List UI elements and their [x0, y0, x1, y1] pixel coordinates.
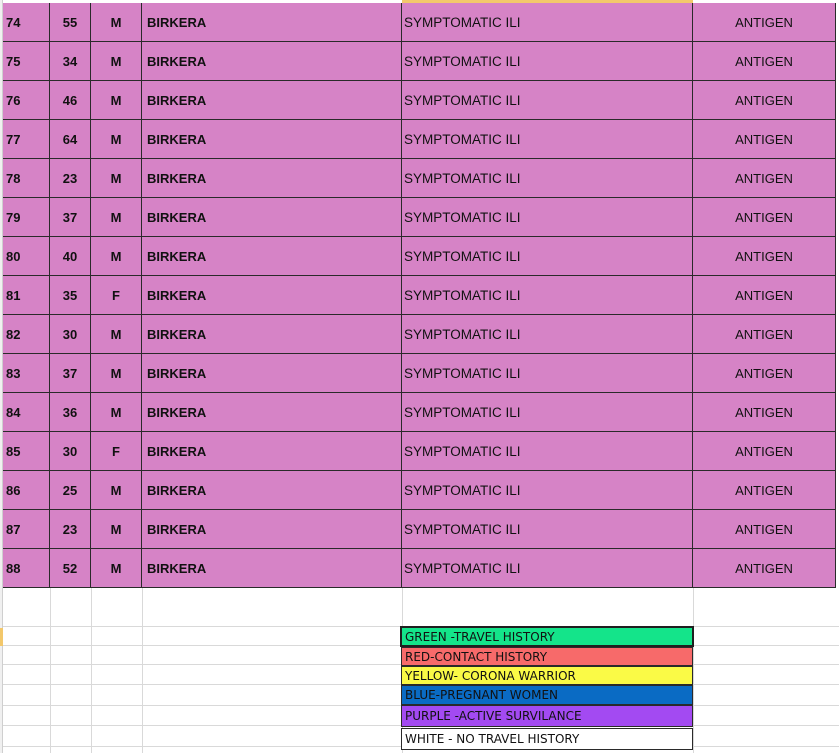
grid-line: [91, 588, 92, 753]
grid-line: [142, 588, 143, 753]
table-row: [0, 432, 839, 471]
sex-cell[interactable]: M: [91, 315, 142, 354]
age-cell[interactable]: 55: [50, 3, 91, 42]
serial-number-cell[interactable]: 87: [3, 510, 50, 549]
category-cell[interactable]: SYMPTOMATIC ILI: [402, 510, 693, 549]
category-cell[interactable]: SYMPTOMATIC ILI: [402, 81, 693, 120]
category-cell[interactable]: SYMPTOMATIC ILI: [402, 3, 693, 42]
legend-item[interactable]: PURPLE -ACTIVE SURVILANCE: [401, 705, 693, 727]
category-cell[interactable]: SYMPTOMATIC ILI: [402, 120, 693, 159]
sex-cell[interactable]: M: [91, 198, 142, 237]
test-type-cell[interactable]: ANTIGEN: [693, 510, 836, 549]
table-row: [0, 315, 839, 354]
serial-number-cell[interactable]: 74: [3, 3, 50, 42]
category-cell[interactable]: SYMPTOMATIC ILI: [402, 159, 693, 198]
test-type-cell[interactable]: ANTIGEN: [693, 42, 836, 81]
category-cell[interactable]: SYMPTOMATIC ILI: [402, 393, 693, 432]
place-cell[interactable]: BIRKERA: [142, 471, 402, 510]
place-cell[interactable]: BIRKERA: [142, 315, 402, 354]
category-cell[interactable]: SYMPTOMATIC ILI: [402, 315, 693, 354]
place-cell[interactable]: BIRKERA: [142, 510, 402, 549]
serial-number-cell[interactable]: 79: [3, 198, 50, 237]
place-cell[interactable]: BIRKERA: [142, 237, 402, 276]
age-cell[interactable]: 37: [50, 354, 91, 393]
serial-number-cell[interactable]: 82: [3, 315, 50, 354]
legend-item[interactable]: GREEN -TRAVEL HISTORY: [401, 627, 693, 646]
serial-number-cell[interactable]: 86: [3, 471, 50, 510]
sex-cell[interactable]: M: [91, 354, 142, 393]
table-row: [0, 81, 839, 120]
sex-cell[interactable]: M: [91, 237, 142, 276]
table-row: [0, 198, 839, 237]
test-type-cell[interactable]: ANTIGEN: [693, 549, 836, 588]
age-cell[interactable]: 36: [50, 393, 91, 432]
table-row: [0, 237, 839, 276]
age-cell[interactable]: 40: [50, 237, 91, 276]
test-type-cell[interactable]: ANTIGEN: [693, 276, 836, 315]
sex-cell[interactable]: M: [91, 81, 142, 120]
test-type-cell[interactable]: ANTIGEN: [693, 393, 836, 432]
table-row: [0, 393, 839, 432]
place-cell[interactable]: BIRKERA: [142, 432, 402, 471]
test-type-cell[interactable]: ANTIGEN: [693, 120, 836, 159]
test-type-cell[interactable]: ANTIGEN: [693, 237, 836, 276]
test-type-cell[interactable]: ANTIGEN: [693, 432, 836, 471]
table-row: [0, 354, 839, 393]
category-cell[interactable]: SYMPTOMATIC ILI: [402, 432, 693, 471]
table-row: [0, 42, 839, 81]
age-cell[interactable]: 52: [50, 549, 91, 588]
sex-cell[interactable]: M: [91, 549, 142, 588]
place-cell[interactable]: BIRKERA: [142, 3, 402, 42]
category-cell[interactable]: SYMPTOMATIC ILI: [402, 198, 693, 237]
sex-cell[interactable]: M: [91, 120, 142, 159]
legend-item[interactable]: YELLOW- CORONA WARRIOR: [401, 666, 693, 685]
test-type-cell[interactable]: ANTIGEN: [693, 159, 836, 198]
table-row: [0, 276, 839, 315]
serial-number-cell[interactable]: 77: [3, 120, 50, 159]
place-cell[interactable]: BIRKERA: [142, 120, 402, 159]
table-row: [0, 510, 839, 549]
age-cell[interactable]: 35: [50, 276, 91, 315]
category-cell[interactable]: SYMPTOMATIC ILI: [402, 42, 693, 81]
serial-number-cell[interactable]: 88: [3, 549, 50, 588]
table-row: [0, 3, 839, 42]
serial-number-cell[interactable]: 85: [3, 432, 50, 471]
serial-number-cell[interactable]: 81: [3, 276, 50, 315]
table-row: [0, 549, 839, 588]
sex-cell[interactable]: M: [91, 393, 142, 432]
serial-number-cell[interactable]: 75: [3, 42, 50, 81]
age-cell[interactable]: 25: [50, 471, 91, 510]
table-row: [0, 120, 839, 159]
legend-item[interactable]: WHITE - NO TRAVEL HISTORY: [401, 728, 693, 750]
category-cell[interactable]: SYMPTOMATIC ILI: [402, 471, 693, 510]
category-cell[interactable]: SYMPTOMATIC ILI: [402, 237, 693, 276]
category-cell[interactable]: SYMPTOMATIC ILI: [402, 354, 693, 393]
test-type-cell[interactable]: ANTIGEN: [693, 315, 836, 354]
test-type-cell[interactable]: ANTIGEN: [693, 3, 836, 42]
test-type-cell[interactable]: ANTIGEN: [693, 354, 836, 393]
sex-cell[interactable]: F: [91, 432, 142, 471]
test-type-cell[interactable]: ANTIGEN: [693, 81, 836, 120]
place-cell[interactable]: BIRKERA: [142, 42, 402, 81]
test-type-cell[interactable]: ANTIGEN: [693, 198, 836, 237]
grid-line: [693, 588, 694, 753]
sex-cell[interactable]: M: [91, 3, 142, 42]
legend-item[interactable]: BLUE-PREGNANT WOMEN: [401, 685, 693, 705]
sex-cell[interactable]: M: [91, 510, 142, 549]
data-table: [0, 3, 839, 588]
place-cell[interactable]: BIRKERA: [142, 393, 402, 432]
age-cell[interactable]: 64: [50, 120, 91, 159]
age-cell[interactable]: 23: [50, 159, 91, 198]
category-cell[interactable]: SYMPTOMATIC ILI: [402, 549, 693, 588]
serial-number-cell[interactable]: 76: [3, 81, 50, 120]
place-cell[interactable]: BIRKERA: [142, 549, 402, 588]
age-cell[interactable]: 34: [50, 42, 91, 81]
age-cell[interactable]: 30: [50, 315, 91, 354]
place-cell[interactable]: BIRKERA: [142, 276, 402, 315]
place-cell[interactable]: BIRKERA: [142, 198, 402, 237]
age-cell[interactable]: 46: [50, 81, 91, 120]
test-type-cell[interactable]: ANTIGEN: [693, 471, 836, 510]
sex-cell[interactable]: M: [91, 42, 142, 81]
legend-item[interactable]: RED-CONTACT HISTORY: [401, 647, 693, 666]
sex-cell[interactable]: M: [91, 471, 142, 510]
age-cell[interactable]: 37: [50, 198, 91, 237]
sex-cell[interactable]: F: [91, 276, 142, 315]
grid-line: [50, 588, 51, 753]
place-cell[interactable]: BIRKERA: [142, 159, 402, 198]
serial-number-cell[interactable]: 83: [3, 354, 50, 393]
serial-number-cell[interactable]: 84: [3, 393, 50, 432]
serial-number-cell[interactable]: 80: [3, 237, 50, 276]
age-cell[interactable]: 23: [50, 510, 91, 549]
age-cell[interactable]: 30: [50, 432, 91, 471]
place-cell[interactable]: BIRKERA: [142, 354, 402, 393]
place-cell[interactable]: BIRKERA: [142, 81, 402, 120]
category-cell[interactable]: SYMPTOMATIC ILI: [402, 276, 693, 315]
serial-number-cell[interactable]: 78: [3, 159, 50, 198]
table-row: [0, 159, 839, 198]
table-row: [0, 471, 839, 510]
sex-cell[interactable]: M: [91, 159, 142, 198]
